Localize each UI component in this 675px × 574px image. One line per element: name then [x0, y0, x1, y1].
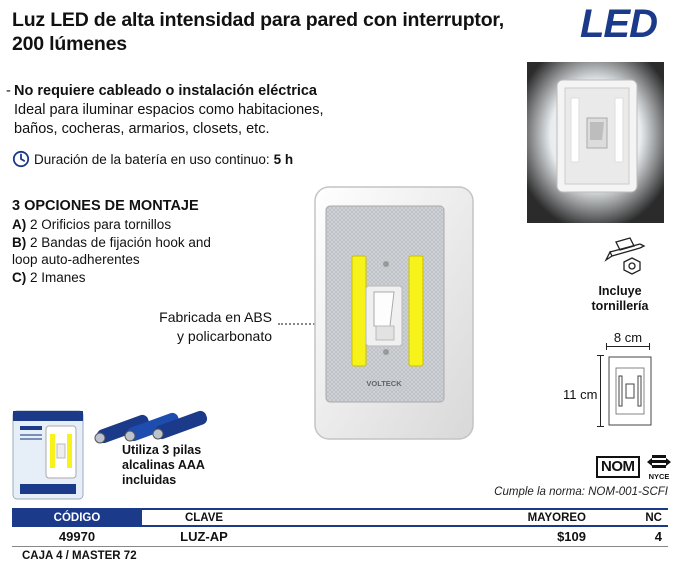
- product-title-line1: Luz LED de alta intensidad para pared con interruptor,: [12, 9, 504, 31]
- batteries-label-line3: incluidas: [122, 473, 177, 487]
- clock-icon: [12, 150, 30, 168]
- led-logo: LED: [580, 2, 657, 46]
- feature-dash: -: [6, 83, 11, 99]
- battery-icon: [95, 409, 209, 444]
- material-line2: y policarbonato: [177, 328, 272, 344]
- width-dimension-line: [606, 346, 650, 347]
- option-text: 2 Bandas de fijación hook and loop auto-adherentes: [12, 235, 211, 267]
- height-dimension: 11 cm: [563, 387, 598, 402]
- batteries-image: [92, 404, 212, 444]
- feature-description: Ideal para iluminar espacios como habitaciones, baños, cocheras, armarios, closets, etc.: [14, 102, 324, 137]
- product-title-line2: 200 lúmenes: [12, 33, 127, 55]
- certification-marks: [596, 452, 674, 482]
- batteries-label: [122, 443, 242, 488]
- material-line1: Fabricada en ABS: [159, 309, 272, 325]
- header-mayoreo: MAYOREO: [527, 511, 586, 524]
- option-key: B): [12, 235, 27, 250]
- cell-codigo: 49970: [58, 529, 96, 544]
- mounting-option-c: [12, 269, 212, 286]
- nyce-text: NYCE: [648, 472, 669, 481]
- material-callout: [140, 308, 272, 346]
- callout-leader-line: [278, 323, 318, 325]
- header-nc: NC: [645, 511, 662, 524]
- feature-wiring: [6, 82, 366, 139]
- screws-label-line2: tornillería: [591, 299, 649, 313]
- option-key: A): [12, 217, 27, 232]
- option-text: 2 Orificios para tornillos: [30, 217, 172, 232]
- mounting-heading: 3 OPCIONES DE MONTAJE: [12, 198, 199, 214]
- cell-nc: 4: [654, 529, 662, 544]
- mounting-options: [12, 198, 212, 286]
- caja-master: CAJA 4 / MASTER 72: [22, 550, 137, 562]
- packaging-image: [12, 410, 84, 500]
- header-clave: CLAVE: [184, 511, 224, 524]
- screws-icon: [596, 236, 650, 280]
- option-key: C): [12, 270, 27, 285]
- pricing-table: [12, 508, 668, 547]
- table-header: [12, 508, 668, 527]
- nyce-logo: [644, 452, 674, 482]
- norma-text: Cumple la norma: NOM-001-SCFI: [494, 486, 668, 498]
- height-dimension-line: [600, 355, 601, 427]
- battery-duration: [12, 150, 293, 168]
- feature-headline: No requiere cableado o instalación eléctrica: [14, 83, 317, 99]
- batteries-label-line2: alcalinas AAA: [122, 458, 205, 472]
- product-lit-photo: [527, 62, 664, 223]
- width-dimension: 8 cm: [613, 330, 643, 345]
- mounting-option-b: [12, 234, 212, 268]
- option-text: 2 Imanes: [30, 270, 86, 285]
- nom-logo: NOM: [596, 456, 640, 478]
- screws-label: [580, 284, 660, 314]
- batteries-label-line1: Utiliza 3 pilas: [122, 443, 202, 457]
- dimension-sketch: [608, 356, 652, 426]
- product-image: [314, 186, 474, 440]
- product-title: [12, 8, 532, 56]
- screws-label-line1: Incluye: [598, 284, 642, 298]
- mounting-option-a: [12, 216, 212, 233]
- header-codigo: CÓDIGO: [12, 510, 142, 525]
- battery-label: Duración de la batería en uso continuo:: [34, 151, 270, 167]
- table-row: [12, 527, 668, 547]
- brand-label: VOLTECK: [366, 379, 402, 388]
- cell-mayoreo: $109: [557, 529, 586, 544]
- cell-clave: LUZ-AP: [180, 529, 228, 544]
- battery-value: 5 h: [273, 151, 294, 167]
